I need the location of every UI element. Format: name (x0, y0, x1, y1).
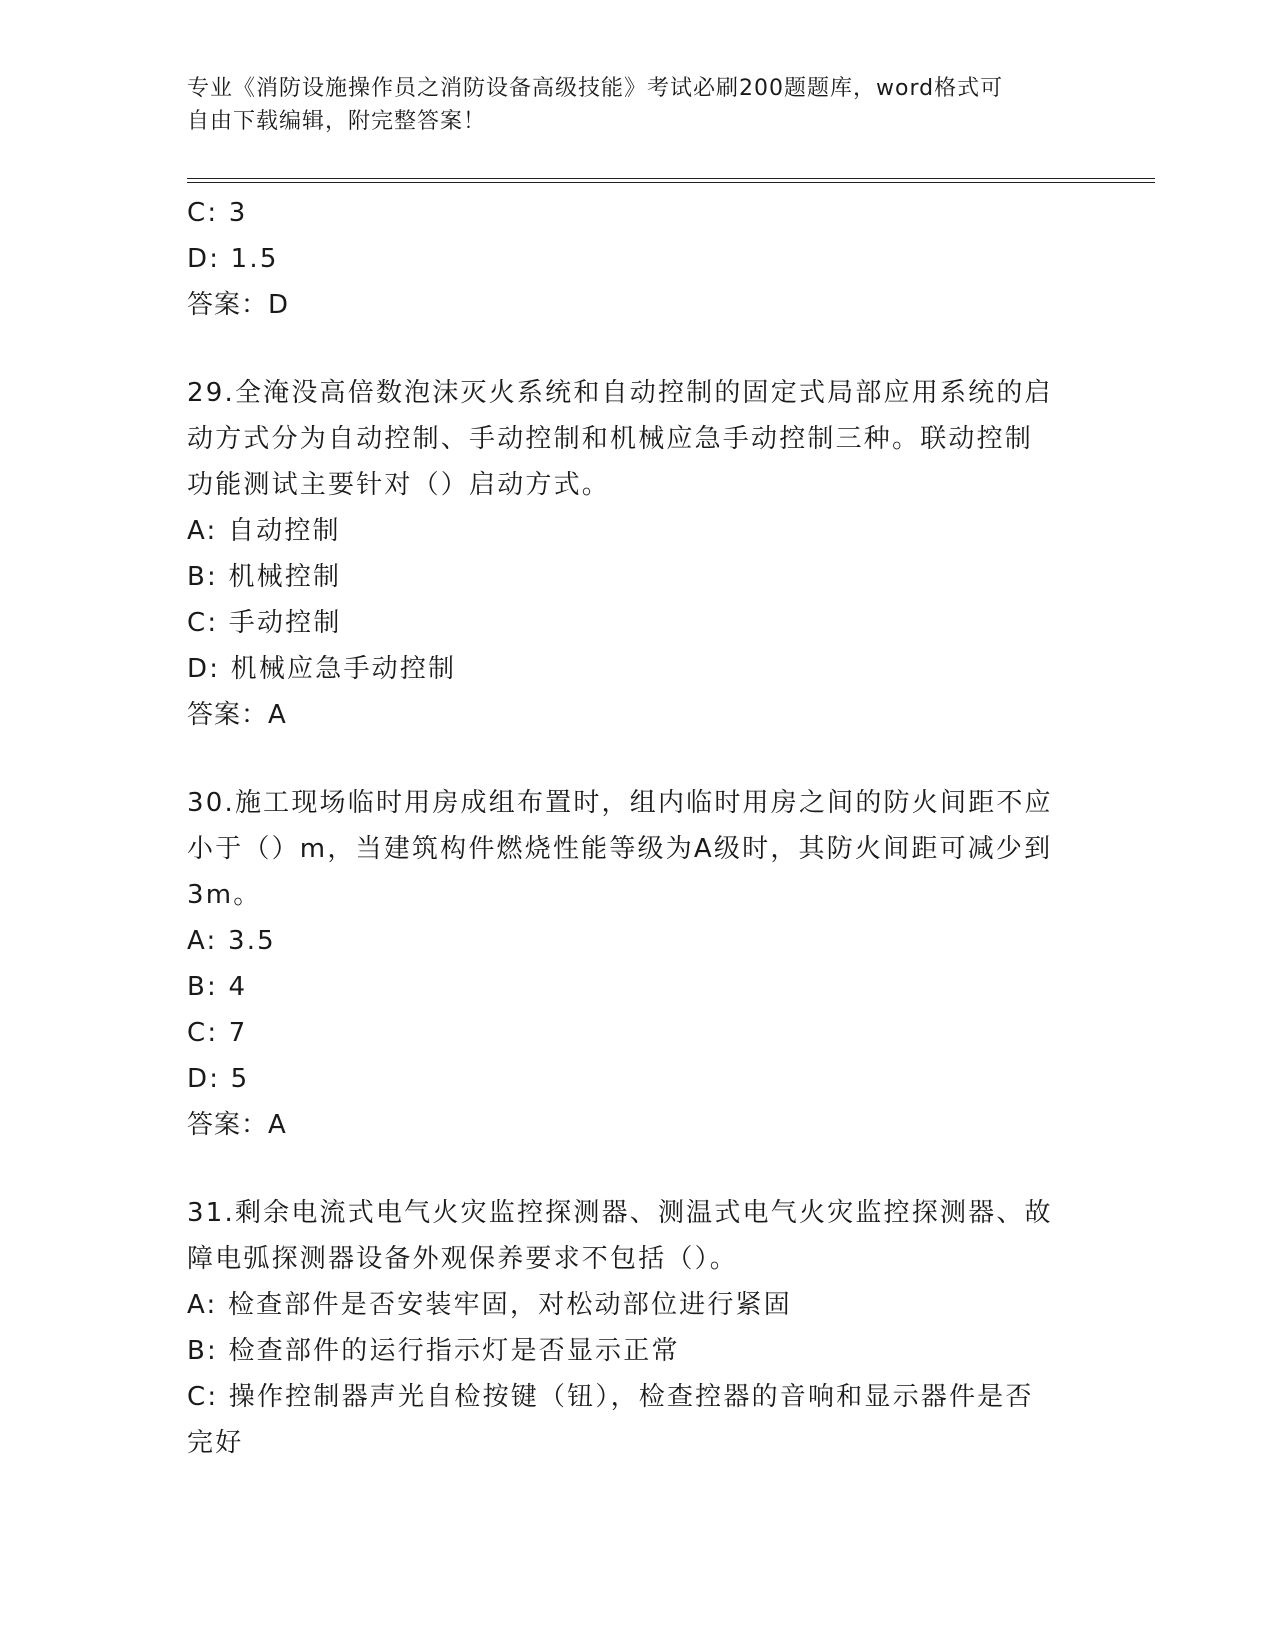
question-text-line-2: 小于（）m，当建筑构件燃烧性能等级为A级时，其防火间距可减少到 (187, 834, 1053, 864)
answer: 答案：A (187, 700, 287, 730)
header-line-2: 自由下载编辑，附完整答案！ (187, 109, 487, 134)
question-text-line-3: 3m。 (187, 880, 262, 910)
option-c: C: 手动控制 (187, 608, 342, 638)
option-d: D: 机械应急手动控制 (187, 654, 457, 684)
spacer (187, 328, 1087, 370)
option-a: A: 自动控制 (187, 516, 341, 546)
question-29 (187, 370, 1087, 738)
question-text-line-2: 障电弧探测器设备外观保养要求不包括（）。 (187, 1244, 739, 1274)
spacer (187, 1148, 1087, 1190)
option-c: C: 3 (187, 198, 248, 228)
header-divider (187, 178, 1155, 183)
option-d: D: 5 (187, 1064, 250, 1094)
spacer (187, 738, 1087, 780)
option-c-line-1: C: 操作控制器声光自检按键（钮），检查控器的音响和显示器件是否 (187, 1382, 1034, 1412)
option-a: A: 检查部件是否安装牢固，对松动部位进行紧固 (187, 1290, 792, 1320)
question-text-line-3: 功能测试主要针对（）启动方式。 (187, 470, 611, 500)
option-b: B: 4 (187, 972, 248, 1002)
header-line-1: 专业《消防设施操作员之消防设备高级技能》考试必刷200题题库，word格式可 (187, 76, 1004, 101)
question-30 (187, 780, 1087, 1148)
question-text-line-1: 29.全淹没高倍数泡沫灭火系统和自动控制的固定式局部应用系统的启 (187, 378, 1053, 408)
option-b: B: 机械控制 (187, 562, 342, 592)
question-list (187, 190, 1087, 1466)
option-c-line-2: 完好 (187, 1428, 244, 1458)
option-d: D: 1.5 (187, 244, 279, 274)
option-c: C: 7 (187, 1018, 248, 1048)
page-header (187, 72, 1067, 138)
question-31 (187, 1190, 1087, 1466)
question-text-line-1: 30.施工现场临时用房成组布置时，组内临时用房之间的防火间距不应 (187, 788, 1053, 818)
option-b: B: 检查部件的运行指示灯是否显示正常 (187, 1336, 680, 1366)
question-text-line-1: 31.剩余电流式电气火灾监控探测器、测温式电气火灾监控探测器、故 (187, 1198, 1053, 1228)
question-text-line-2: 动方式分为自动控制、手动控制和机械应急手动控制三种。联动控制 (187, 424, 1034, 454)
answer: 答案：D (187, 290, 290, 320)
option-a: A: 3.5 (187, 926, 276, 956)
question-28-tail (187, 190, 1087, 328)
answer: 答案：A (187, 1110, 287, 1140)
